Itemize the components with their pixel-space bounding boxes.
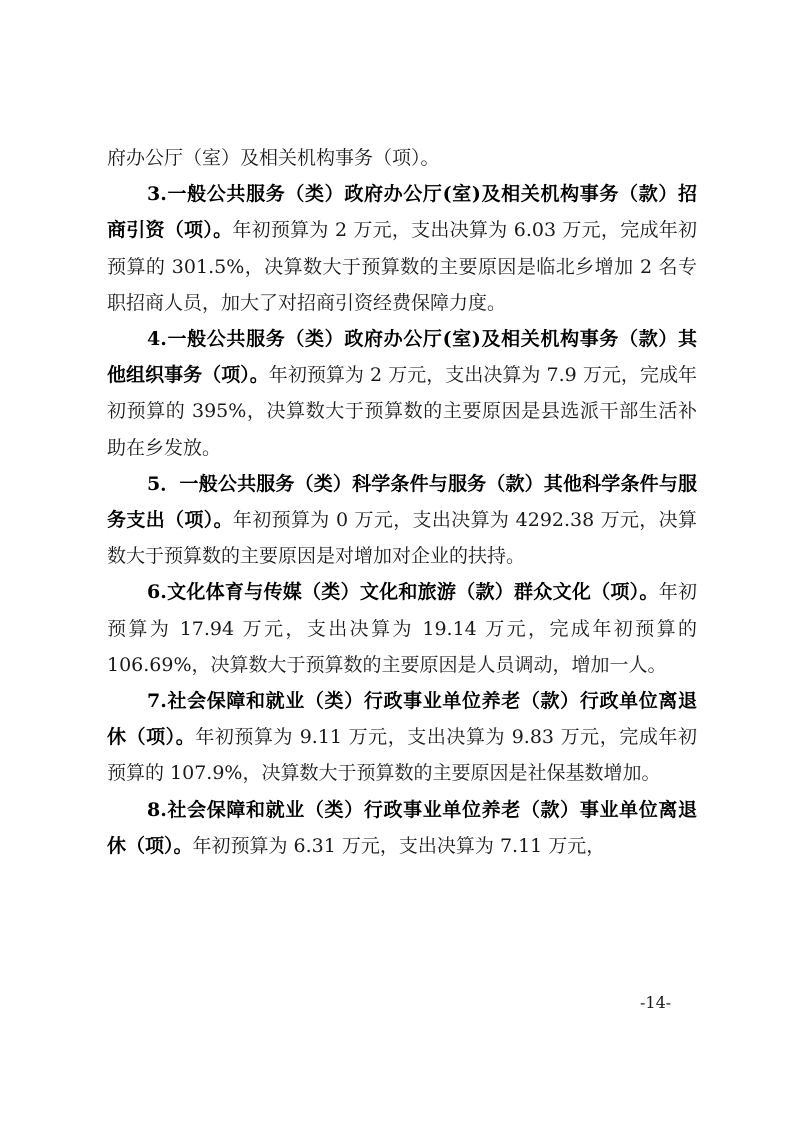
paragraph-6 bbox=[107, 574, 697, 683]
paragraph-text: 年初预算为 2 万元，支出决算为 7.9 万元，完成年初预算的 395%，决算数大于预算数的主要原因是县选派干部生活补助在乡发放。 bbox=[107, 364, 697, 459]
document-body bbox=[107, 140, 697, 864]
paragraph-text: 年初预算为 6.31 万元，支出决算为 7.11 万元， bbox=[192, 834, 606, 857]
paragraph-8 bbox=[107, 792, 697, 864]
paragraph-text: 年初预算为 17.94 万元，支出决算为 19.14 万元，完成年初预算的 106.69%，决算数大于预算数的主要原因是人员调动，增加一人。 bbox=[107, 581, 697, 676]
continuation-paragraph bbox=[107, 140, 697, 176]
paragraph-text: 年初预算为 0 万元，支出决算为 4292.38 万元，决算数大于预算数的主要原因是对增加对企业的扶持。 bbox=[107, 509, 697, 568]
paragraph-heading: 3.一般公共服务（类）政府办公厅(室)及相关机构事务（款）招商引资（项）。 bbox=[107, 183, 697, 242]
paragraph-heading: 4.一般公共服务（类）政府办公厅(室)及相关机构事务（款）其他组织事务（项）。 bbox=[107, 328, 697, 387]
paragraph-heading: 7.社会保障和就业（类）行政事业单位养老（款）行政单位离退休（项）。 bbox=[107, 690, 697, 749]
paragraph-text: 府办公厅（室）及相关机构事务（项）。 bbox=[107, 147, 440, 169]
paragraph-5 bbox=[107, 466, 697, 575]
paragraph-text: 年初预算为 2 万元，支出决算为 6.03 万元，完成年初预算的 301.5%，决算数大于预算数的主要原因是临北乡增加 2 名专职招商人员，加大了对招商引资经费保障力度。 bbox=[107, 219, 697, 314]
page-number: -14- bbox=[640, 993, 672, 1012]
paragraph-text: 年初预算为 9.11 万元，支出决算为 9.83 万元，完成年初预算的 107.9%，决算数大于预算数的主要原因是社保基数增加。 bbox=[107, 726, 697, 785]
paragraph-4 bbox=[107, 321, 697, 466]
paragraph-heading: 6.文化体育与传媒（类）文化和旅游（款）群众文化（项）。 bbox=[147, 581, 659, 604]
paragraph-3 bbox=[107, 176, 697, 321]
paragraph-7 bbox=[107, 683, 697, 792]
paragraph-heading: 8.社会保障和就业（类）行政事业单位养老（款）事业单位离退休（项）。 bbox=[107, 798, 697, 857]
paragraph-heading: 5．一般公共服务（类）科学条件与服务（款）其他科学条件与服务支出（项）。 bbox=[107, 472, 697, 532]
